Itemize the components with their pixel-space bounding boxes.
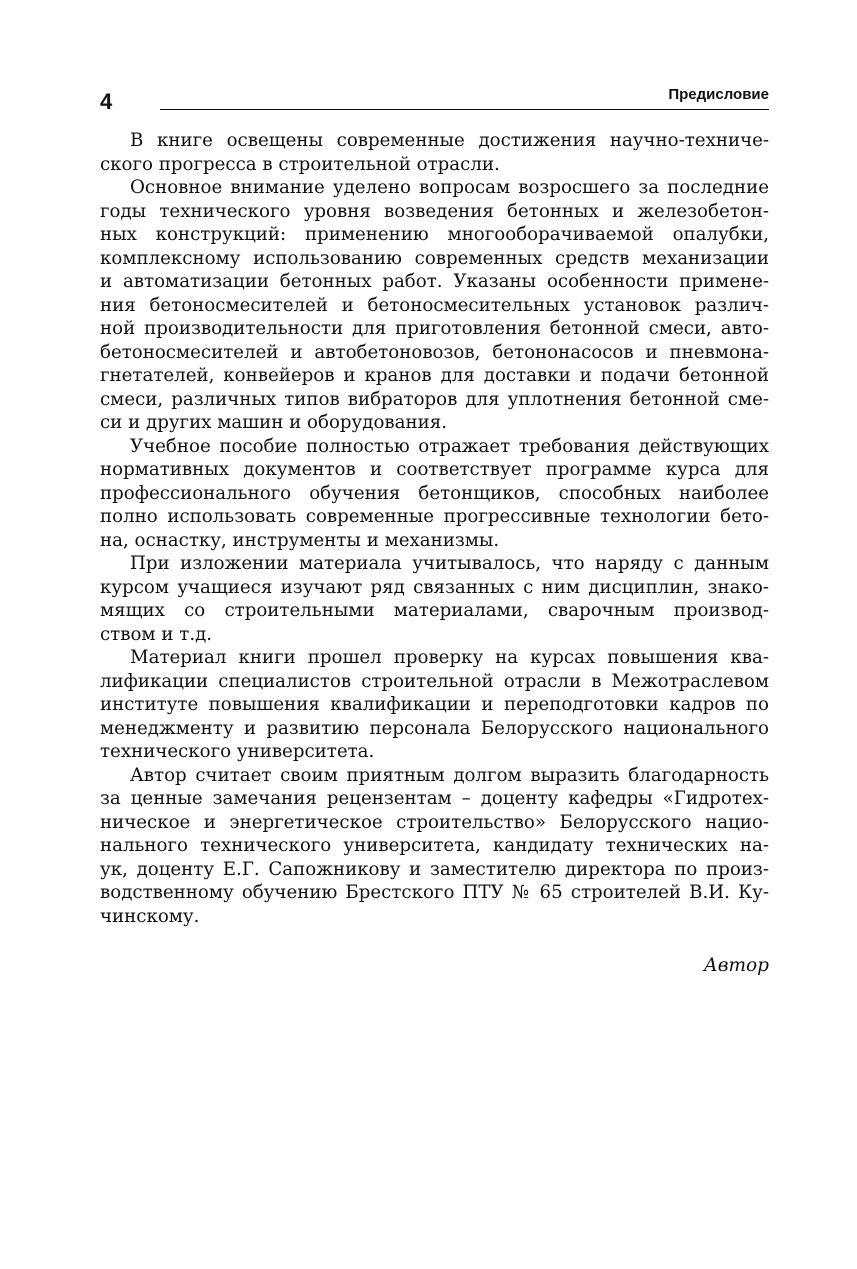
text-line: курсом учащиеся изучают ряд связанных с ним дисциплин, знако-: [100, 576, 769, 598]
text-line: ского прогресса в строительной отрасли.: [100, 153, 500, 175]
running-title: Предисловие: [668, 86, 769, 103]
text-line: Учебное пособие полностью отражает требования действующих: [130, 435, 769, 457]
text-line: профессионального обучения бетонщиков, способных наиболее: [100, 482, 769, 504]
text-line: В книге освещены современные достижения научно-техниче-: [130, 130, 769, 151]
text-line: ных конструкций: применению многооборачиваемой опалубки,: [100, 224, 769, 245]
page-number: 4: [100, 89, 113, 114]
text-line: гнетателей, конвейеров и кранов для доставки и подачи бетонной: [100, 365, 769, 386]
text-line: институте повышения квалификации и переподготовки кадров по: [100, 694, 769, 715]
text-line: нального технического университета, кандидату технических на-: [100, 835, 769, 856]
text-line: чинскому.: [100, 905, 200, 927]
text-line: менеджменту и развитию персонала Белорусского национального: [100, 717, 769, 739]
text-line: на, оснастку, инструменты и механизмы.: [100, 529, 500, 551]
author-signature: Автор: [703, 955, 769, 976]
text-line: полно использовать современные прогрессивные технологии бето-: [100, 506, 769, 527]
text-line: за ценные замечания рецензентам – доценту кафедры «Гидротех-: [100, 788, 769, 809]
text-line: смеси, различных типов вибраторов для уплотнения бетонной сме-: [100, 388, 769, 410]
text-line: годы технического уровня возведения бетонных и железобетон-: [100, 200, 769, 222]
text-line: ния бетоносмесителей и бетоносмесительных установок различ-: [100, 294, 769, 316]
header-rule: [160, 109, 769, 110]
text-line: ук, доценту Е.Г. Сапожникову и заместителю директора по произ-: [100, 858, 769, 880]
text-line: бетоносмесителей и автобетоновозов, бетононасосов и пневмона-: [100, 341, 769, 363]
text-line: лификации специалистов строительной отрасли в Межотраслевом: [100, 670, 769, 692]
text-line: водственному обучению Брестского ПТУ № 65 строителей В.И. Ку-: [100, 882, 769, 903]
text-line: мящих со строительными материалами, сварочным производ-: [100, 600, 769, 621]
text-line: и автоматизации бетонных работ. Указаны особенности примене-: [100, 271, 769, 292]
text-line: ной производительности для приготовления бетонной смеси, авто-: [100, 318, 769, 339]
text-line: Основное внимание уделено вопросам возросшего за последние: [130, 177, 769, 198]
text-line: комплексному использованию современных средств механизации: [100, 247, 769, 269]
text-line: технического университета.: [100, 741, 375, 762]
text-line: си и других машин и оборудования.: [100, 412, 447, 433]
text-line: нормативных документов и соответствует программе курса для: [100, 459, 769, 480]
text-line: Автор считает своим приятным долгом выразить благодарность: [130, 764, 769, 786]
text-line: ническое и энергетическое строительство» Белорусского нацио-: [100, 811, 769, 833]
text-line: Материал книги прошел проверку на курсах повышения ква-: [130, 647, 769, 668]
text-line: При изложении материала учитывалось, что наряду с данным: [130, 553, 769, 574]
text-line: ством и т.д.: [100, 623, 213, 645]
text-body: [100, 129, 769, 928]
